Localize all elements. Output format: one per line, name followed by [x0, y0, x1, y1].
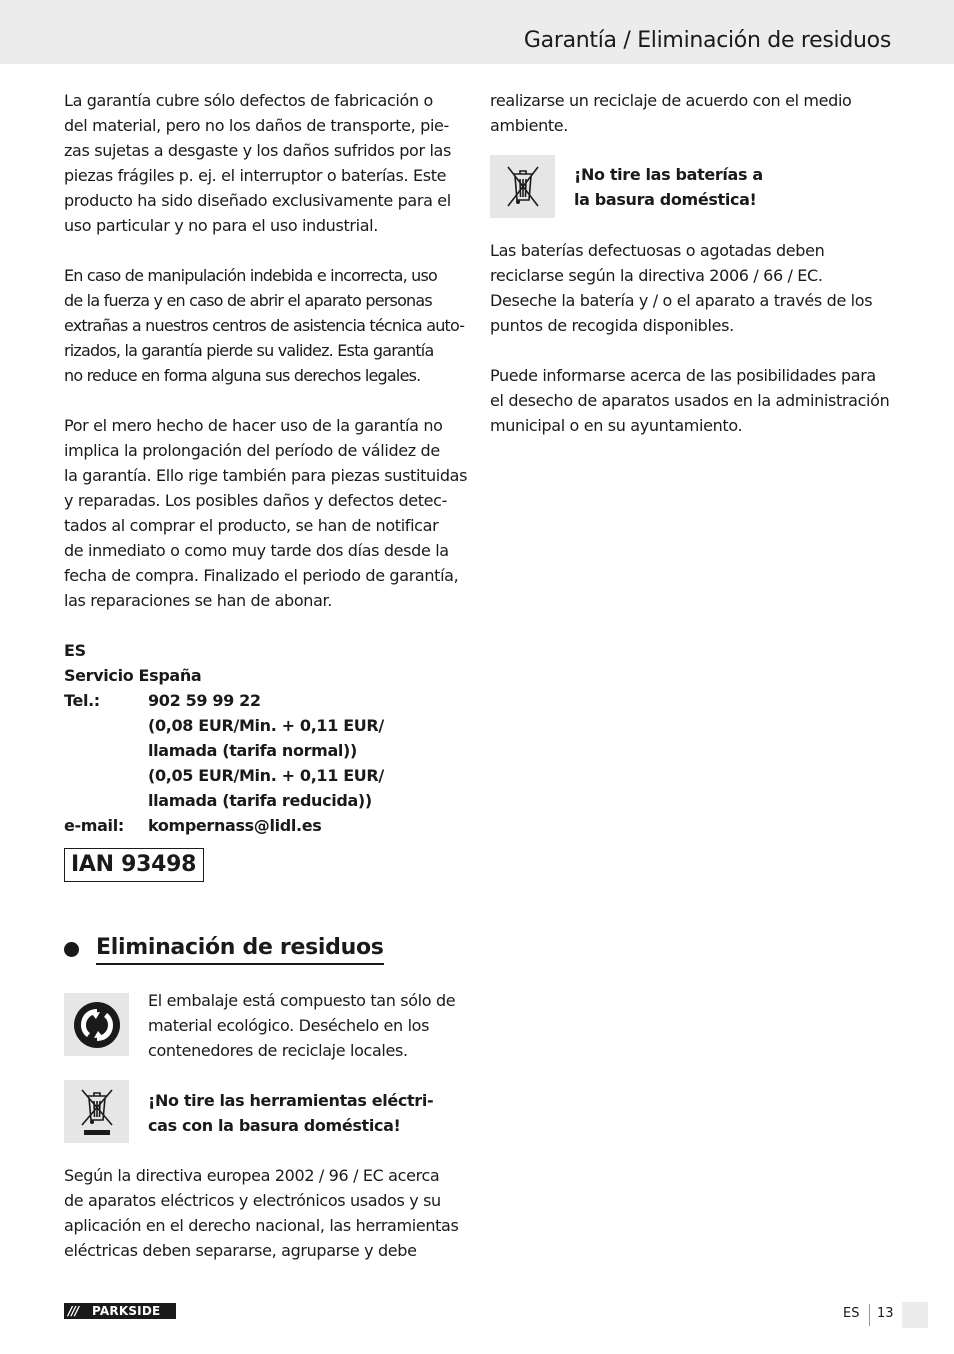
text-line: Según la directiva europea 2002 / 96 / EC acerca [64, 1166, 440, 1185]
logo-slashes: /// [68, 1304, 79, 1318]
text-line: no reduce en forma alguna sus derechos legales. [64, 366, 421, 385]
text-line: rizados, la garantía pierde su validez. Esta garantía [64, 341, 434, 360]
text-line: El embalaje está compuesto tan sólo de [148, 991, 456, 1010]
text-line: realizarse un reciclaje de acuerdo con el medio [490, 91, 852, 110]
service-contact-block [64, 638, 466, 838]
logo-brand-text: PARKSIDE [92, 1304, 161, 1318]
text-line: de aparatos eléctricos y electrónicos usados y su [64, 1191, 441, 1210]
text-line: producto ha sido diseñado exclusivamente para el [64, 191, 451, 210]
warranty-paragraph-2 [64, 263, 466, 388]
disposal-section-heading [64, 934, 384, 965]
tel-rate-line: llamada (tarifa reducida)) [148, 791, 372, 810]
text-line: el desecho de aparatos usados en la administración [490, 391, 890, 410]
left-column [64, 88, 466, 882]
battery-paragraph-2 [490, 363, 892, 438]
language-code: ES [843, 1306, 860, 1321]
text-line: reciclarse según la directiva 2006 / 66 / EC. [490, 266, 823, 285]
parkside-logo [64, 1303, 176, 1319]
text-line: La garantía cubre sólo defectos de fabricación o [64, 91, 433, 110]
packaging-notice [148, 988, 455, 1063]
text-line: las reparaciones se han de abonar. [64, 591, 333, 610]
section-title: Eliminación de residuos [96, 934, 384, 965]
text-line: y reparadas. Los posibles daños y defectos detec- [64, 491, 448, 510]
text-line: piezas frágiles p. ej. el interruptor o baterías. Este [64, 166, 447, 185]
text-line: Puede informarse acerca de las posibilidades para [490, 366, 876, 385]
warranty-paragraph-1 [64, 88, 466, 238]
text-line: tados al comprar el producto, se han de notificar [64, 516, 439, 535]
page-title: Garantía / Eliminación de residuos [523, 28, 891, 53]
green-dot-recycling-icon [72, 1000, 122, 1050]
tel-number: 902 59 99 22 [148, 691, 261, 710]
weee-directive-paragraph [64, 1163, 466, 1263]
text-line: ambiente. [490, 116, 569, 135]
text-line: material ecológico. Deséchelo en los [148, 1016, 430, 1035]
battery-paragraph-1 [490, 238, 892, 338]
recycling-icon-box [64, 993, 129, 1056]
text-line: fecha de compra. Finalizado el periodo de garantía, [64, 566, 459, 585]
text-line: zas sujetas a desgaste y los daños sufridos por las [64, 141, 451, 160]
text-line: Deseche la batería y / o el aparato a través de los [490, 291, 873, 310]
text-line: ¡No tire las baterías a [574, 165, 763, 184]
battery-paragraphs [490, 238, 892, 463]
text-line: del material, pero no los daños de transporte, pie- [64, 116, 449, 135]
tel-label: Tel.: [64, 691, 100, 710]
weee-tools-icon-box [64, 1080, 129, 1143]
text-line: Las baterías defectuosas o agotadas deben [490, 241, 825, 260]
crossed-out-wheelie-bin-icon [77, 1086, 117, 1138]
bullet-icon [64, 942, 79, 957]
page-number: 13 [877, 1306, 894, 1321]
service-country: ES [64, 641, 86, 660]
email-label: e-mail: [64, 816, 124, 835]
crossed-out-wheelie-bin-icon [503, 162, 543, 212]
warranty-paragraph-3 [64, 413, 466, 613]
text-line: eléctricas deben separarse, agruparse y debe [64, 1241, 417, 1260]
text-line: municipal o en su ayuntamiento. [490, 416, 743, 435]
weee-battery-icon-box [490, 155, 555, 218]
text-line: Por el mero hecho de hacer uso de la garantía no [64, 416, 443, 435]
text-line: uso particular y no para el uso industrial. [64, 216, 378, 235]
text-line: puntos de recogida disponibles. [490, 316, 734, 335]
text-line: de la fuerza y en caso de abrir el aparato personas [64, 291, 432, 310]
battery-disposal-warning [574, 162, 763, 212]
service-name: Servicio España [64, 666, 202, 685]
text-line: la garantía. Ello rige también para piezas sustituidas [64, 466, 468, 485]
tel-rate-line: llamada (tarifa normal)) [148, 741, 357, 760]
text-line: ¡No tire las herramientas eléctri- [148, 1091, 434, 1110]
recycling-continuation [490, 88, 892, 138]
text-line: contenedores de reciclaje locales. [148, 1041, 408, 1060]
text-line: En caso de manipulación indebida e incorrecta, uso [64, 266, 438, 285]
text-line: implica la prolongación del período de válidez de [64, 441, 440, 460]
email-address[interactable]: kompernass@lidl.es [148, 816, 322, 835]
text-line: de inmediato o como muy tarde dos días desde la [64, 541, 449, 560]
text-line: extrañas a nuestros centros de asistencia técnica auto- [64, 316, 465, 335]
tel-rate-line: (0,08 EUR/Min. + 0,11 EUR/ [148, 716, 384, 735]
tel-rate-line: (0,05 EUR/Min. + 0,11 EUR/ [148, 766, 384, 785]
footer-divider [869, 1304, 870, 1326]
footer-tab-marker [902, 1302, 928, 1328]
right-column [490, 88, 892, 163]
text-line: la basura doméstica! [574, 190, 757, 209]
text-line: aplicación en el derecho nacional, las herramientas [64, 1216, 459, 1235]
text-line: cas con la basura doméstica! [148, 1116, 401, 1135]
ian-number-box: IAN 93498 [64, 848, 204, 882]
tools-disposal-warning [148, 1088, 433, 1138]
